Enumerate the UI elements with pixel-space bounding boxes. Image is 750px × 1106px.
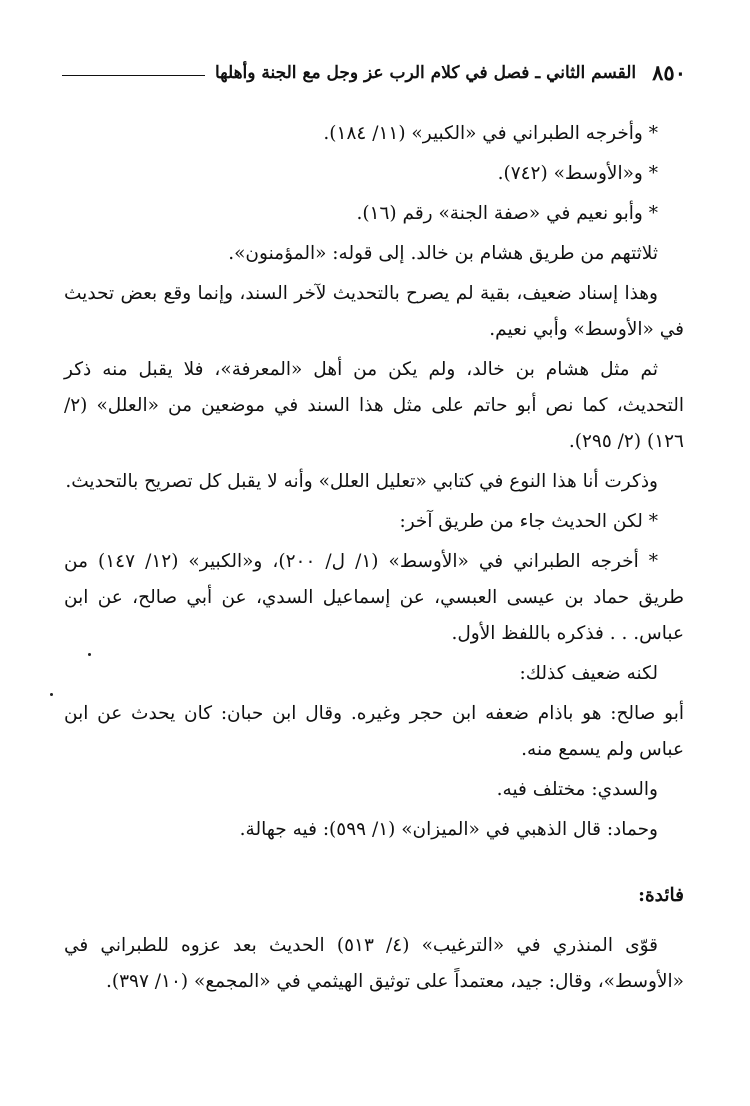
page-body xyxy=(64,116,684,1004)
paragraph-tabarani-awsat-kabir: * أخرجه الطبراني في «الأوسط» (١/ ل/ ٢٠٠)، و«الكبير» (١٢/ ١٤٧) من طريق حماد بن عيسى العبسي، عن إسماعيل السدي، عن أبي صالح، عن ابن عباس. . . فذكره باللفظ الأول. xyxy=(64,551,684,644)
stray-dot-mark xyxy=(50,693,53,696)
benefit-heading: فائدة: xyxy=(638,885,684,906)
paragraph-hisham: ثم مثل هشام بن خالد، ولم يكن من أهل «المعرفة»، فلا يقبل منه ذكر التحديث، كما نص أبو حاتم على مثل هذا السند في موضعين من «العلل» (٢/ ١٢٦) (٢/ ٢٩٥). xyxy=(64,359,684,452)
paragraph-abu-nuaym: * وأبو نعيم في «صفة الجنة» رقم (١٦). xyxy=(356,203,658,224)
paragraph-also-weak: لكنه ضعيف كذلك: xyxy=(519,663,658,684)
paragraph-hammad: وحماد: قال الذهبي في «الميزان» (١/ ٥٩٩): فيه جهالة. xyxy=(239,819,658,840)
paragraph-three-routes: ثلاثتهم من طريق هشام بن خالد. إلى قوله: «المؤمنون». xyxy=(228,243,658,264)
page-header xyxy=(62,58,686,88)
header-rule xyxy=(62,75,205,76)
paragraph-tabarani-kabir: * وأخرجه الطبراني في «الكبير» (١١/ ١٨٤). xyxy=(323,123,658,144)
section-spacer xyxy=(64,852,684,864)
paragraph-abu-salih: أبو صالح: هو باذام ضعفه ابن حجر وغيره. وقال ابن حبان: كان يحدث عن ابن عباس ولم يسمع منه. xyxy=(64,703,684,760)
paragraph-suddi: والسدي: مختلف فيه. xyxy=(496,779,658,800)
paragraph-another-route: * لكن الحديث جاء من طريق آخر: xyxy=(399,511,658,532)
paragraph-weak-chain: وهذا إسناد ضعيف، بقية لم يصرح بالتحديث لآخر السند، وإنما وقع بعض تحديث في «الأوسط» وأبي نعيم. xyxy=(64,283,684,340)
page-number: ٨٥٠ xyxy=(652,60,686,85)
benefit-text: قوّى المنذري في «الترغيب» (٤/ ٥١٣) الحديث بعد عزوه للطبراني في «الأوسط»، وقال: جيد، معتمداً على توثيق الهيثمي في «المجمع» (١٠/ ٣٩٧). xyxy=(64,935,684,992)
running-title: القسم الثاني ـ فصل في كلام الرب عز وجل مع الجنة وأهلها xyxy=(214,63,637,83)
paragraph-awsat: * و«الأوسط» (٧٤٢). xyxy=(497,163,658,184)
stray-dot-mark xyxy=(88,653,91,656)
paragraph-talil-alilal: وذكرت أنا هذا النوع في كتابي «تعليل العلل» وأنه لا يقبل كل تصريح بالتحديث. xyxy=(65,471,658,492)
